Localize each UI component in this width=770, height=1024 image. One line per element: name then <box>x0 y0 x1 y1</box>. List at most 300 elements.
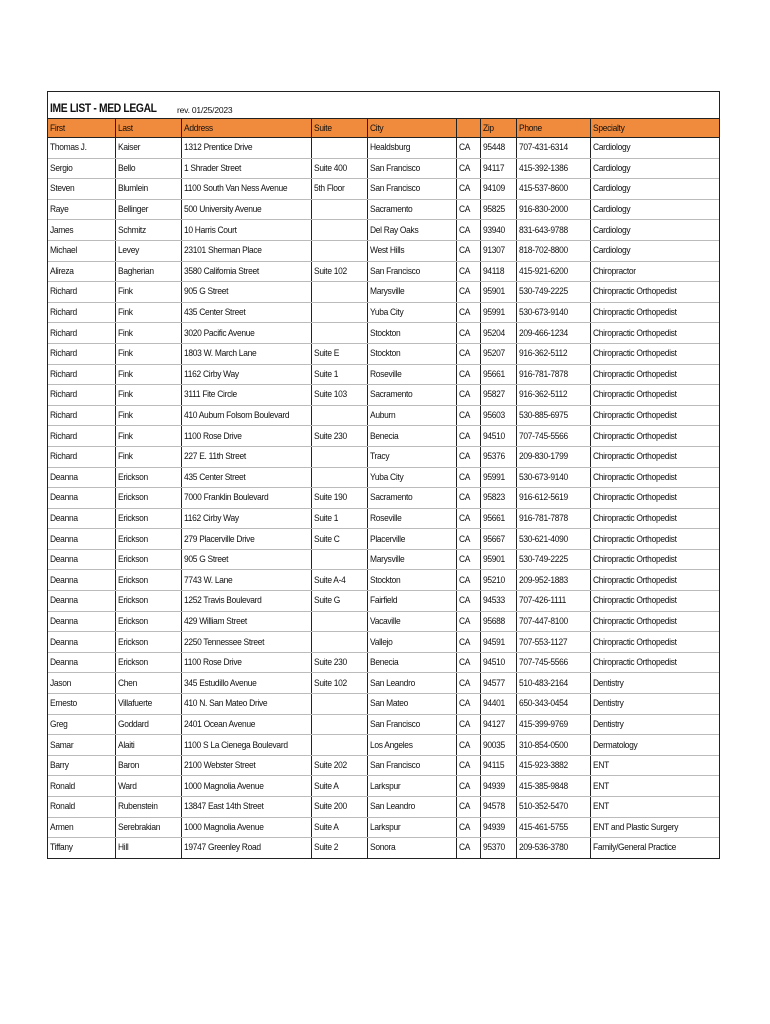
cell-last: Erickson <box>115 467 181 488</box>
cell-specialty: Family/General Practice <box>592 842 676 854</box>
cell-state: CA <box>456 302 480 323</box>
cell-suite: Suite C <box>311 529 367 550</box>
document-title: IME LIST - MED LEGAL <box>50 101 157 115</box>
cell-suite <box>311 302 367 323</box>
cell-zip: 95827 <box>480 385 516 406</box>
cell-first: Deanna <box>48 508 115 529</box>
cell-city: San Francisco <box>367 714 456 735</box>
cell-last: Erickson <box>115 549 181 570</box>
cell-first: Richard <box>48 302 115 323</box>
cell-city: Tracy <box>367 446 456 467</box>
cell-zip: 95688 <box>480 611 516 632</box>
cell-suite <box>311 282 367 303</box>
cell-suite: Suite A-4 <box>311 570 367 591</box>
cell-zip: 95370 <box>480 838 516 858</box>
cell-specialty: Chiropractic Orthopedist <box>590 405 719 426</box>
cell-specialty: Cardiology <box>590 240 719 261</box>
cell-suite: Suite 200 <box>311 797 367 818</box>
cell-specialty: Chiropractic Orthopedist <box>590 343 719 364</box>
cell-last: Bellinger <box>115 199 181 220</box>
cell-phone: 209-830-1799 <box>516 446 590 467</box>
cell-phone: 415-921-6200 <box>516 261 590 282</box>
cell-city: Sacramento <box>367 199 456 220</box>
cell-first: Deanna <box>48 652 115 673</box>
cell-first: Richard <box>48 385 115 406</box>
cell-first: Richard <box>48 364 115 385</box>
table-row <box>48 549 719 570</box>
cell-specialty: Chiropractic Orthopedist <box>590 426 719 447</box>
cell-state: CA <box>456 714 480 735</box>
cell-address: 23101 Sherman Place <box>181 240 311 261</box>
cell-state: CA <box>456 817 480 838</box>
cell-last: Rubenstein <box>115 797 181 818</box>
cell-zip: 94939 <box>480 776 516 797</box>
cell-suite: Suite 1 <box>311 364 367 385</box>
cell-state: CA <box>456 735 480 756</box>
cell-specialty: Dermatology <box>590 735 719 756</box>
cell-first: Deanna <box>48 570 115 591</box>
cell-address: 1803 W. March Lane <box>181 343 311 364</box>
cell-state: CA <box>456 673 480 694</box>
cell-state: CA <box>456 611 480 632</box>
cell-address: 10 Harris Court <box>181 220 311 241</box>
cell-city: Benecia <box>367 426 456 447</box>
cell-phone: 916-362-5112 <box>516 343 590 364</box>
cell-address: 227 E. 11th Street <box>181 446 311 467</box>
cell-phone: 530-673-9140 <box>516 302 590 323</box>
cell-city: Sacramento <box>367 488 456 509</box>
table-row <box>48 488 719 509</box>
cell-state: CA <box>456 240 480 261</box>
cell-zip: 94109 <box>480 179 516 200</box>
cell-phone: 530-621-4090 <box>516 529 590 550</box>
table-row <box>48 179 719 200</box>
cell-suite <box>311 240 367 261</box>
cell-first: Sergio <box>48 158 115 179</box>
table-row <box>48 138 719 159</box>
cell-address: 1100 South Van Ness Avenue <box>181 179 311 200</box>
cell-address: 7743 W. Lane <box>181 570 311 591</box>
cell-state: CA <box>456 426 480 447</box>
cell-phone: 415-385-9848 <box>516 776 590 797</box>
cell-phone: 209-952-1883 <box>516 570 590 591</box>
cell-zip: 95823 <box>480 488 516 509</box>
cell-address: 435 Center Street <box>181 302 311 323</box>
table-row <box>48 240 719 261</box>
cell-address: 1252 Travis Boulevard <box>181 591 311 612</box>
cell-last: Blumlein <box>115 179 181 200</box>
cell-state: CA <box>456 343 480 364</box>
cell-address: 7000 Franklin Boulevard <box>181 488 311 509</box>
cell-address: 1162 Cirby Way <box>181 364 311 385</box>
cell-zip: 95991 <box>480 467 516 488</box>
cell-first: Armen <box>48 817 115 838</box>
cell-zip: 91307 <box>480 240 516 261</box>
cell-specialty: Chiropractic Orthopedist <box>590 529 719 550</box>
cell-zip: 94533 <box>480 591 516 612</box>
cell-first: Richard <box>48 405 115 426</box>
cell-specialty: Chiropractic Orthopedist <box>590 549 719 570</box>
provider-table <box>48 119 719 858</box>
cell-specialty: Chiropractic Orthopedist <box>590 508 719 529</box>
cell-zip: 94401 <box>480 694 516 715</box>
cell-city: San Leandro <box>367 797 456 818</box>
cell-last: Fink <box>115 302 181 323</box>
cell-first: Deanna <box>48 529 115 550</box>
cell-suite: Suite A <box>311 776 367 797</box>
cell-city: San Mateo <box>367 694 456 715</box>
cell-phone: 209-466-1234 <box>516 323 590 344</box>
table-row <box>48 652 719 673</box>
cell-phone: 415-923-3882 <box>516 755 590 776</box>
column-header-city: City <box>367 119 456 138</box>
cell-address: 13847 East 14th Street <box>181 797 311 818</box>
cell-city: Placerville <box>367 529 456 550</box>
cell-address: 1100 Rose Drive <box>181 426 311 447</box>
cell-zip: 95661 <box>480 508 516 529</box>
table-row <box>48 282 719 303</box>
cell-specialty: Dentistry <box>590 673 719 694</box>
cell-city: Roseville <box>367 364 456 385</box>
cell-suite <box>311 549 367 570</box>
cell-state: CA <box>456 323 480 344</box>
table-row <box>48 529 719 550</box>
cell-zip: 95901 <box>480 282 516 303</box>
column-header-first: First <box>48 119 115 138</box>
cell-last: Baron <box>115 755 181 776</box>
cell-address: 435 Center Street <box>181 467 311 488</box>
cell-state: CA <box>456 838 480 858</box>
cell-specialty: Chiropractic Orthopedist <box>590 467 719 488</box>
cell-address: 1000 Magnolia Avenue <box>181 817 311 838</box>
cell-address: 1000 Magnolia Avenue <box>181 776 311 797</box>
cell-zip: 94939 <box>480 817 516 838</box>
cell-city: West Hills <box>367 240 456 261</box>
cell-state: CA <box>456 282 480 303</box>
cell-phone: 707-447-8100 <box>516 611 590 632</box>
cell-state: CA <box>456 570 480 591</box>
table-row <box>48 199 719 220</box>
table-row <box>48 261 719 282</box>
cell-specialty: Cardiology <box>590 179 719 200</box>
cell-address: 19747 Greenley Road <box>181 838 311 858</box>
cell-address: 279 Placerville Drive <box>181 529 311 550</box>
cell-city: Healdsburg <box>367 138 456 159</box>
cell-state: CA <box>456 549 480 570</box>
cell-first: Michael <box>48 240 115 261</box>
cell-city: Fairfield <box>367 591 456 612</box>
column-header-specialty: Specialty <box>590 119 719 138</box>
cell-last: Chen <box>115 673 181 694</box>
cell-suite <box>311 323 367 344</box>
cell-city: Los Angeles <box>367 735 456 756</box>
cell-phone: 530-749-2225 <box>516 282 590 303</box>
cell-phone: 707-745-5566 <box>516 426 590 447</box>
cell-phone: 707-553-1127 <box>516 632 590 653</box>
column-header-phone: Phone <box>516 119 590 138</box>
cell-suite: Suite 230 <box>311 652 367 673</box>
cell-zip: 95667 <box>480 529 516 550</box>
cell-suite: Suite 103 <box>311 385 367 406</box>
cell-city: Sonora <box>367 838 456 858</box>
table-row <box>48 343 719 364</box>
table-row <box>48 632 719 653</box>
cell-last: Erickson <box>115 611 181 632</box>
cell-specialty: Chiropractor <box>590 261 719 282</box>
cell-specialty: Chiropractic Orthopedist <box>590 282 719 303</box>
cell-phone: 415-537-8600 <box>516 179 590 200</box>
column-header-last: Last <box>115 119 181 138</box>
cell-suite: Suite 202 <box>311 755 367 776</box>
cell-address: 2401 Ocean Avenue <box>181 714 311 735</box>
cell-first: Tiffany <box>48 838 115 858</box>
table-row <box>48 405 719 426</box>
cell-phone: 707-426-1111 <box>516 591 590 612</box>
table-row <box>48 302 719 323</box>
cell-address: 1100 Rose Drive <box>181 652 311 673</box>
cell-city: Yuba City <box>367 302 456 323</box>
cell-last: Erickson <box>115 529 181 550</box>
table-row <box>48 817 719 838</box>
cell-suite <box>311 199 367 220</box>
cell-zip: 95207 <box>480 343 516 364</box>
cell-address: 3111 Fite Circle <box>181 385 311 406</box>
cell-phone: 650-343-0454 <box>516 694 590 715</box>
cell-state: CA <box>456 632 480 653</box>
cell-specialty: Dentistry <box>590 694 719 715</box>
cell-first: Deanna <box>48 467 115 488</box>
cell-state: CA <box>456 529 480 550</box>
cell-address: 429 William Street <box>181 611 311 632</box>
cell-specialty: ENT and Plastic Surgery <box>590 817 719 838</box>
cell-last: Fink <box>115 426 181 447</box>
cell-city: San Francisco <box>367 261 456 282</box>
cell-city: San Leandro <box>367 673 456 694</box>
cell-state: CA <box>456 591 480 612</box>
cell-state: CA <box>456 220 480 241</box>
cell-first: James <box>48 220 115 241</box>
cell-zip: 95825 <box>480 199 516 220</box>
cell-last: Erickson <box>115 591 181 612</box>
cell-first: Richard <box>48 343 115 364</box>
cell-specialty: Chiropractic Orthopedist <box>590 570 719 591</box>
cell-zip: 95376 <box>480 446 516 467</box>
cell-zip: 94118 <box>480 261 516 282</box>
cell-phone: 209-536-3780 <box>516 838 590 858</box>
cell-state: CA <box>456 776 480 797</box>
cell-last: Fink <box>115 282 181 303</box>
cell-first: Samar <box>48 735 115 756</box>
table-row <box>48 467 719 488</box>
cell-suite <box>311 446 367 467</box>
cell-phone: 530-749-2225 <box>516 549 590 570</box>
cell-address: 3020 Pacific Avenue <box>181 323 311 344</box>
cell-state: CA <box>456 797 480 818</box>
cell-last: Erickson <box>115 632 181 653</box>
column-header-address: Address <box>181 119 311 138</box>
cell-last: Goddard <box>115 714 181 735</box>
cell-city: Larkspur <box>367 776 456 797</box>
cell-phone: 530-673-9140 <box>516 467 590 488</box>
cell-city: Stockton <box>367 570 456 591</box>
cell-suite <box>311 714 367 735</box>
cell-city: Larkspur <box>367 817 456 838</box>
table-row <box>48 776 719 797</box>
cell-first: Jason <box>48 673 115 694</box>
cell-city: San Francisco <box>367 158 456 179</box>
cell-last: Fink <box>115 446 181 467</box>
cell-last: Erickson <box>115 652 181 673</box>
cell-zip: 94510 <box>480 426 516 447</box>
cell-state: CA <box>456 261 480 282</box>
cell-first: Richard <box>48 282 115 303</box>
cell-address: 3580 California Street <box>181 261 311 282</box>
cell-city: Vacaville <box>367 611 456 632</box>
cell-last: Levey <box>115 240 181 261</box>
cell-zip: 94127 <box>480 714 516 735</box>
table-header-row <box>48 119 719 138</box>
cell-suite: Suite G <box>311 591 367 612</box>
cell-suite: Suite 2 <box>311 838 367 858</box>
cell-first: Deanna <box>48 591 115 612</box>
column-header-state <box>456 119 480 138</box>
cell-state: CA <box>456 179 480 200</box>
cell-specialty: Chiropractic Orthopedist <box>590 446 719 467</box>
cell-address: 2250 Tennessee Street <box>181 632 311 653</box>
table-row <box>48 591 719 612</box>
cell-state: CA <box>456 467 480 488</box>
table-row <box>48 426 719 447</box>
cell-address: 905 G Street <box>181 282 311 303</box>
cell-phone: 916-781-7878 <box>516 508 590 529</box>
cell-specialty: Chiropractic Orthopedist <box>590 385 719 406</box>
table-row <box>48 570 719 591</box>
cell-city: San Francisco <box>367 179 456 200</box>
cell-phone: 818-702-8800 <box>516 240 590 261</box>
cell-state: CA <box>456 405 480 426</box>
column-header-zip: Zip <box>480 119 516 138</box>
cell-first: Alireza <box>48 261 115 282</box>
cell-first: Ronald <box>48 797 115 818</box>
cell-first: Ronald <box>48 776 115 797</box>
cell-address: 905 G Street <box>181 549 311 570</box>
cell-first: Raye <box>48 199 115 220</box>
cell-address: 345 Estudillo Avenue <box>181 673 311 694</box>
table-row <box>48 755 719 776</box>
cell-city: Marysville <box>367 282 456 303</box>
ime-list-sheet <box>47 91 720 859</box>
table-row <box>48 508 719 529</box>
cell-first: Steven <box>48 179 115 200</box>
cell-first: Richard <box>48 426 115 447</box>
cell-specialty: Cardiology <box>590 138 719 159</box>
cell-last: Bello <box>115 158 181 179</box>
cell-first: Deanna <box>48 611 115 632</box>
cell-suite: Suite 1 <box>311 508 367 529</box>
cell-address: 2100 Webster Street <box>181 755 311 776</box>
table-row <box>48 673 719 694</box>
cell-suite <box>311 611 367 632</box>
cell-first: Ernesto <box>48 694 115 715</box>
cell-phone: 510-352-5470 <box>516 797 590 818</box>
cell-specialty: Chiropractic Orthopedist <box>590 323 719 344</box>
cell-specialty: Dentistry <box>590 714 719 735</box>
cell-address: 500 University Avenue <box>181 199 311 220</box>
cell-last: Fink <box>115 385 181 406</box>
cell-phone: 415-461-5755 <box>516 817 590 838</box>
cell-state: CA <box>456 158 480 179</box>
cell-state: CA <box>456 508 480 529</box>
cell-city: Yuba City <box>367 467 456 488</box>
cell-phone: 415-399-9769 <box>516 714 590 735</box>
cell-last: Villafuerte <box>115 694 181 715</box>
cell-address: 1312 Prentice Drive <box>181 138 311 159</box>
cell-specialty: ENT <box>590 755 719 776</box>
cell-state: CA <box>456 446 480 467</box>
cell-zip: 94115 <box>480 755 516 776</box>
column-header-suite: Suite <box>311 119 367 138</box>
cell-first: Deanna <box>48 488 115 509</box>
cell-address: 410 N. San Mateo Drive <box>181 694 311 715</box>
cell-city: Stockton <box>367 343 456 364</box>
cell-zip: 95603 <box>480 405 516 426</box>
table-row <box>48 385 719 406</box>
cell-phone: 310-854-0500 <box>516 735 590 756</box>
cell-zip: 95210 <box>480 570 516 591</box>
cell-phone: 916-612-5619 <box>516 488 590 509</box>
cell-specialty: ENT <box>590 797 719 818</box>
table-row <box>48 158 719 179</box>
cell-specialty: Chiropractic Orthopedist <box>590 652 719 673</box>
cell-last: Kaiser <box>115 138 181 159</box>
cell-phone: 916-362-5112 <box>516 385 590 406</box>
cell-last: Fink <box>115 323 181 344</box>
cell-last: Erickson <box>115 508 181 529</box>
revision-date: rev. 01/25/2023 <box>177 105 233 115</box>
cell-suite <box>311 138 367 159</box>
cell-city: Stockton <box>367 323 456 344</box>
cell-phone: 510-483-2164 <box>516 673 590 694</box>
cell-zip: 94578 <box>480 797 516 818</box>
cell-specialty: Chiropractic Orthopedist <box>590 591 719 612</box>
table-row <box>48 735 719 756</box>
table-row <box>48 364 719 385</box>
cell-last: Alaiti <box>115 735 181 756</box>
cell-first: Richard <box>48 446 115 467</box>
cell-zip: 94117 <box>480 158 516 179</box>
cell-city: Auburn <box>367 405 456 426</box>
cell-zip: 94510 <box>480 652 516 673</box>
cell-suite: Suite 230 <box>311 426 367 447</box>
cell-last: Fink <box>115 405 181 426</box>
cell-last: Erickson <box>115 488 181 509</box>
cell-suite: Suite A <box>311 817 367 838</box>
cell-last: Schmitz <box>115 220 181 241</box>
cell-address: 1100 S La Cienega Boulevard <box>181 735 311 756</box>
cell-first: Barry <box>48 755 115 776</box>
cell-suite: Suite E <box>311 343 367 364</box>
cell-first: Deanna <box>48 632 115 653</box>
cell-first: Thomas J. <box>48 138 115 159</box>
cell-suite <box>311 405 367 426</box>
cell-suite <box>311 632 367 653</box>
cell-zip: 95448 <box>480 138 516 159</box>
cell-last: Bagherian <box>115 261 181 282</box>
cell-address: 410 Auburn Folsom Boulevard <box>181 405 311 426</box>
cell-zip: 95661 <box>480 364 516 385</box>
cell-address: 1 Shrader Street <box>181 158 311 179</box>
cell-first: Richard <box>48 323 115 344</box>
